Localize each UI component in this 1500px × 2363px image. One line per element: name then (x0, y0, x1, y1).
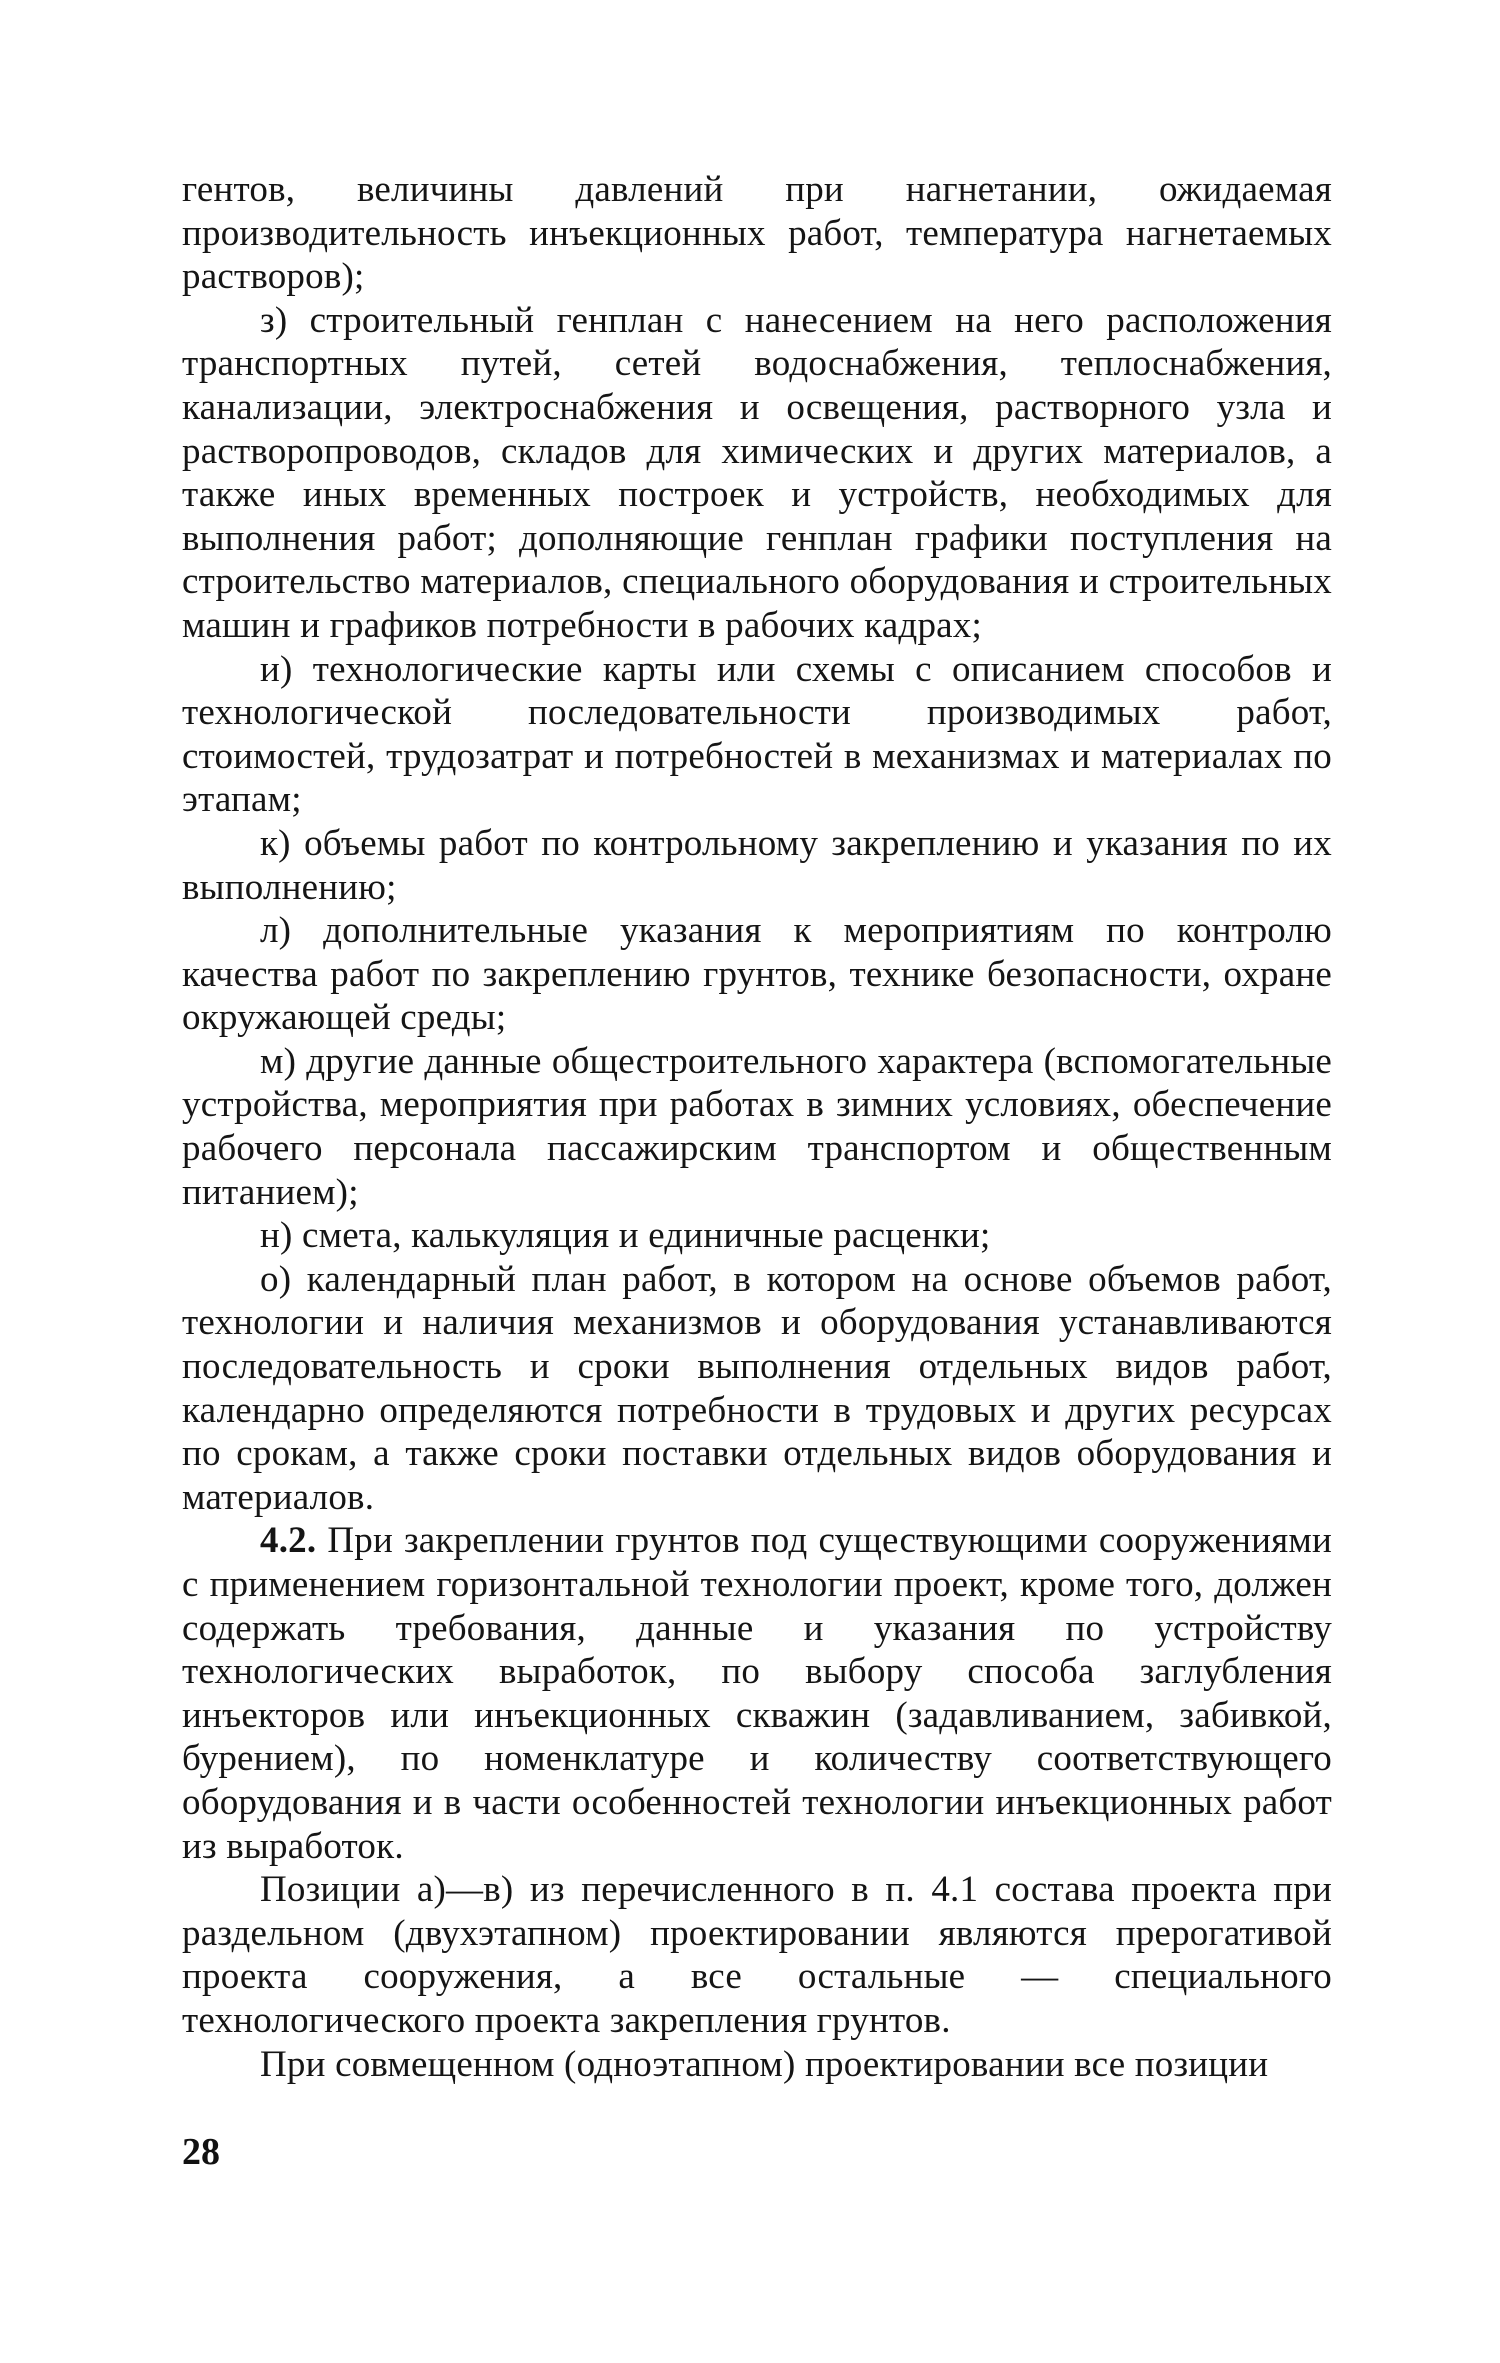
paragraph-item-z: з) строительный генплан с нанесением на него расположения транспортных путей, сетей водоснабжения, теплоснабжения, канализации, электроснабжения и освещения, растворного узла и растворопроводов, складов для химических и других материалов, а также иных временных построек и устройств, необходимых для выполнения работ; дополняющие генплан графики поступления на строительство материалов, специального оборудования и строительных машин и графиков потребности в рабочих кадрах; (182, 299, 1332, 646)
paragraph-item-l: л) дополнительные указания к мероприятиям по контролю качества работ по закреплению грунтов, технике безопасности, охране окружающей среды; (182, 910, 1332, 1039)
page-number: 28 (182, 2131, 220, 2173)
paragraph-item-k: к) объемы работ по контрольному закреплению и указания по их выполнению; (182, 822, 1332, 908)
paragraph-item-n: н) смета, калькуляция и единичные расценки; (260, 1215, 991, 1257)
paragraph-positions: Позиции а)—в) из перечисленного в п. 4.1 состава проекта при раздельном (двухэтапном) проектировании являются прерогативой проекта сооружения, а все остальные — специального технологического проекта закрепления грунтов. (182, 1869, 1332, 2041)
paragraph-section-4-2 (182, 1519, 1332, 1868)
document-body (182, 168, 1332, 2086)
paragraph-combined-design: При совмещенном (одноэтапном) проектировании все позиции (260, 2043, 1269, 2085)
section-number: 4.2. (260, 1520, 317, 1562)
paragraph-item-i: и) технологические карты или схемы с описанием способов и технологической последовательности производимых работ, стоимостей, трудозатрат и потребностей в механизмах и материалах по этапам; (182, 648, 1332, 821)
paragraph-continuation: гентов, величины давлений при нагнетании, ожидаемая производительность инъекционных работ, температура нагнетаемых растворов); (182, 169, 1332, 298)
paragraph-item-m: м) другие данные общестроительного характера (вспомогательные устройства, мероприятия при работах в зимних условиях, обеспечение рабочего персонала пассажирским транспортом и общественным питанием); (182, 1040, 1332, 1213)
section-text: При закреплении грунтов под существующими сооружениями с применением горизонтальной технологии проект, кроме того, должен содержать требования, данные и указания по устройству технологических выработок, по выбору способа заглубления инъекторов или инъекционных скважин (задавливанием, забивкой, бурением), по номенклатуре и количеству соответствующего оборудования и в части особенностей технологии инъекционных работ из выработок. (182, 1520, 1333, 1867)
paragraph-item-o: о) календарный план работ, в котором на основе объемов работ, технологии и наличия механизмов и оборудования устанавливаются последовательность и сроки выполнения отдельных видов работ, календарно определяются потребности в трудовых и других ресурсах по срокам, а также сроки поставки отдельных видов оборудования и материалов. (182, 1258, 1332, 1518)
